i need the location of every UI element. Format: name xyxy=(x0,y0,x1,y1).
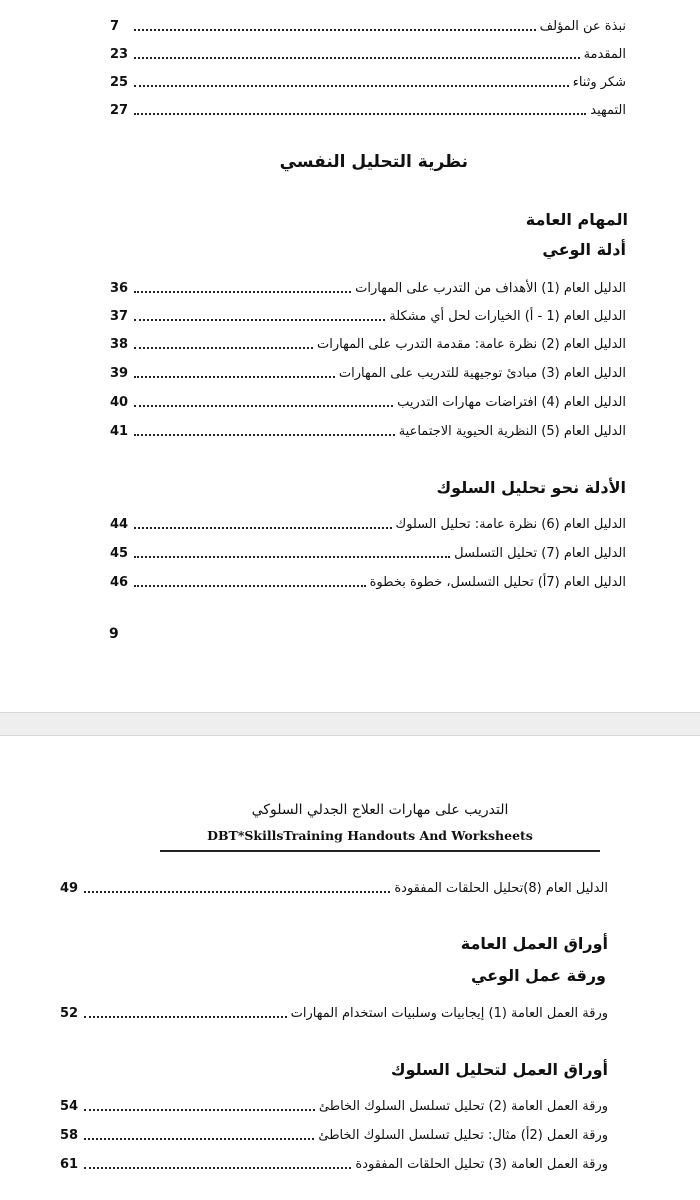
toc-page-number: 27 xyxy=(110,103,129,118)
toc-entry-acknowledgments xyxy=(110,70,626,92)
toc-entry-handout-8 xyxy=(60,876,608,898)
toc-label: الدليل العام (5) النظرية الحيوية الاجتماعية xyxy=(398,424,626,439)
toc-entry-handout-6 xyxy=(110,512,626,534)
awareness-handouts-heading: أدلة الوعي xyxy=(542,240,626,259)
toc-page-number: 23 xyxy=(110,47,129,62)
leader-dots xyxy=(84,891,390,893)
leader-dots xyxy=(134,57,580,59)
toc-page-number: 54 xyxy=(60,1099,79,1114)
running-header-english: DBT*SkillsTraining Handouts And Worksheets xyxy=(207,828,533,843)
toc-page-number: 52 xyxy=(60,1006,79,1021)
toc-page-number: 45 xyxy=(110,546,129,561)
toc-page-number: 49 xyxy=(60,881,79,896)
leader-dots xyxy=(134,376,335,378)
toc-page-number: 44 xyxy=(110,517,129,532)
toc-page-number: 46 xyxy=(110,575,129,590)
toc-label: الدليل العام (7) تحليل التسلسل xyxy=(454,546,626,561)
toc-label: الدليل العام (4) افتراضات مهارات التدريب xyxy=(397,395,626,410)
toc-page-number: 7 xyxy=(110,19,120,34)
toc-entry-worksheet-3 xyxy=(60,1152,608,1174)
toc-label: الدليل العام (1) الأهداف من التدرب على المهارات xyxy=(355,281,626,296)
toc-page-number: 61 xyxy=(60,1157,79,1172)
toc-entry-handout-7a xyxy=(110,570,626,592)
leader-dots xyxy=(134,556,450,558)
toc-label: الدليل العام (3) مبادئ توجيهية للتدريب على المهارات xyxy=(338,366,626,381)
toc-page-number: 38 xyxy=(110,337,129,352)
toc-label: الدليل العام (6) نظرة عامة: تحليل السلوك xyxy=(395,517,626,532)
leader-dots xyxy=(84,1167,351,1169)
behavior-analysis-heading: الأدلة نحو تحليل السلوك xyxy=(436,478,626,497)
toc-page-number: 58 xyxy=(60,1128,79,1143)
toc-entry-worksheet-1 xyxy=(60,1001,608,1023)
leader-dots xyxy=(84,1138,314,1140)
leader-dots xyxy=(134,434,395,436)
general-tasks-heading: المهام العامة xyxy=(525,210,628,229)
leader-dots xyxy=(134,527,392,529)
toc-label: المقدمة xyxy=(583,47,626,62)
toc-page-number: 37 xyxy=(110,309,129,324)
behavior-worksheets-heading: أوراق العمل لتحليل السلوك xyxy=(390,1060,608,1079)
page-separator xyxy=(0,712,700,736)
toc-page-number: 39 xyxy=(110,366,129,381)
toc-label: ورقة العمل العامة (3) تحليل الحلقات المفقودة xyxy=(355,1157,608,1172)
toc-entry-introduction xyxy=(110,42,626,64)
toc-label: الدليل العام (7أ) تحليل التسلسل، خطوة بخطوة xyxy=(369,575,626,590)
toc-entry-worksheet-2a xyxy=(60,1123,608,1145)
leader-dots xyxy=(134,347,313,349)
toc-entry-author xyxy=(110,14,626,36)
leader-dots xyxy=(134,29,536,31)
toc-entry-handout-5 xyxy=(110,419,626,441)
leader-dots xyxy=(134,291,351,293)
leader-dots xyxy=(134,319,385,321)
leader-dots xyxy=(84,1109,315,1111)
leader-dots xyxy=(134,405,393,407)
toc-label: نبذة عن المؤلف xyxy=(539,19,626,34)
toc-label: ورقة العمل (2أ) مثال: تحليل تسلسل السلوك الخاطئ xyxy=(318,1128,608,1143)
header-rule xyxy=(160,850,600,852)
toc-label: شكر وثناء xyxy=(572,75,626,90)
toc-page-number: 41 xyxy=(110,424,129,439)
leader-dots xyxy=(134,113,586,115)
section-title: نظرية التحليل النفسي xyxy=(279,152,468,172)
toc-entry-handout-2 xyxy=(110,332,626,354)
toc-label: الدليل العام (8)تحليل الحلقات المفقودة xyxy=(394,881,608,896)
toc-entry-handout-4 xyxy=(110,390,626,412)
toc-entry-handout-7 xyxy=(110,541,626,563)
toc-label: ورقة العمل العامة (1) إيجابيات وسلبيات استخدام المهارات xyxy=(290,1006,608,1021)
leader-dots xyxy=(134,85,569,87)
page-number: 9 xyxy=(109,626,119,642)
running-header-arabic: التدريب على مهارات العلاج الجدلي السلوكي xyxy=(251,802,509,818)
leader-dots xyxy=(134,585,366,587)
toc-entry-preface xyxy=(110,98,626,120)
toc-entry-handout-1a xyxy=(110,304,626,326)
awareness-worksheet-heading: ورقة عمل الوعي xyxy=(470,966,606,985)
toc-page-number: 36 xyxy=(110,281,129,296)
toc-entry-handout-3 xyxy=(110,361,626,383)
toc-label: الدليل العام (2) نظرة عامة: مقدمة التدرب على المهارات xyxy=(317,337,626,352)
document-page-2 xyxy=(0,736,700,1200)
toc-entry-handout-1 xyxy=(110,276,626,298)
toc-entry-worksheet-2 xyxy=(60,1094,608,1116)
toc-label: الدليل العام (1 - أ) الخيارات لحل أي مشكلة xyxy=(389,309,626,324)
toc-page-number: 25 xyxy=(110,75,129,90)
toc-label: ورقة العمل العامة (2) تحليل تسلسل السلوك الخاطئ xyxy=(318,1099,608,1114)
toc-label: التمهيد xyxy=(590,103,626,118)
leader-dots xyxy=(84,1016,287,1018)
general-worksheets-heading: أوراق العمل العامة xyxy=(460,934,608,953)
toc-page-number: 40 xyxy=(110,395,129,410)
